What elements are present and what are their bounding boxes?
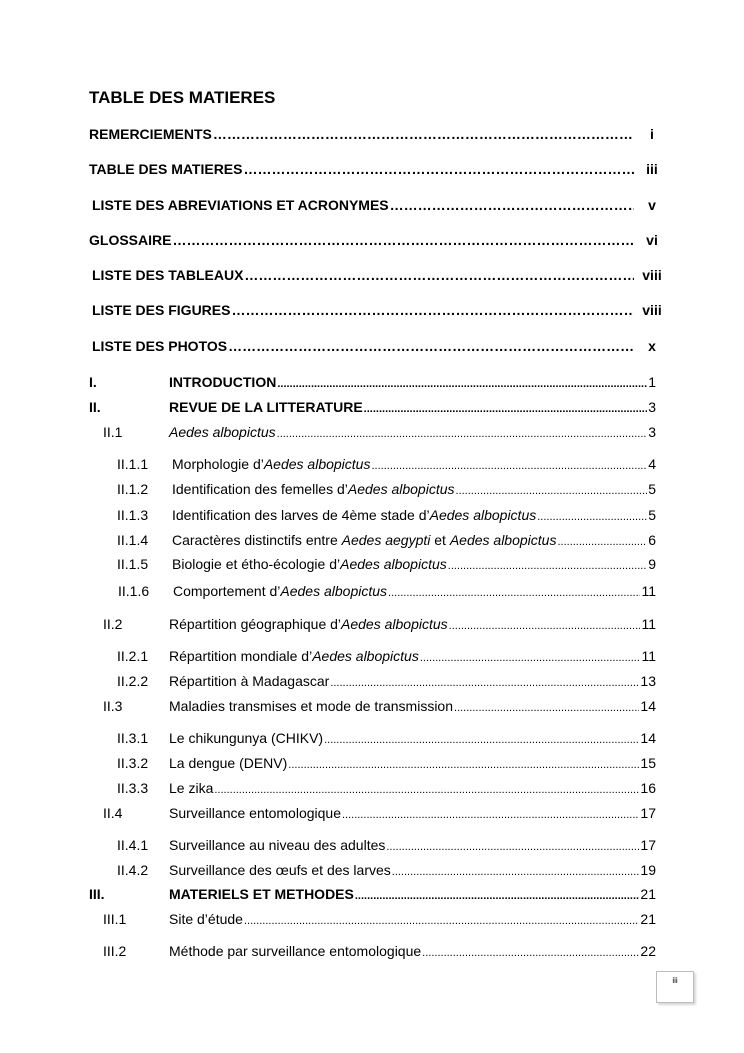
toc-entry[interactable] bbox=[89, 372, 656, 392]
species-name: Aedes albopictus bbox=[312, 648, 419, 664]
toc-page: 21 bbox=[640, 886, 656, 902]
toc-label: REVUE DE LA LITTERATURE bbox=[169, 399, 363, 415]
toc-number: II.1.4 bbox=[117, 532, 149, 548]
toc-page: 16 bbox=[640, 780, 656, 796]
dot-leader bbox=[422, 943, 639, 963]
toc-entry[interactable] bbox=[89, 397, 656, 417]
dot-leader bbox=[324, 730, 639, 750]
toc-number: II.1 bbox=[103, 424, 123, 440]
toc-entry[interactable] bbox=[117, 728, 656, 748]
toc-label bbox=[169, 422, 276, 442]
toc-number: II.1.1 bbox=[117, 456, 149, 472]
species-name: Aedes aegypti bbox=[341, 532, 431, 548]
dot-leader bbox=[277, 424, 648, 444]
species-name: Aedes albopictus bbox=[169, 424, 276, 440]
toc-label: Site d’étude bbox=[169, 911, 243, 927]
dot-leader bbox=[449, 616, 641, 636]
toc-page: 3 bbox=[648, 424, 656, 440]
species-name: Aedes albopictus bbox=[263, 456, 371, 472]
toc-number: II.2 bbox=[103, 616, 123, 632]
toc-page: 4 bbox=[648, 456, 656, 472]
toc-page: x bbox=[648, 338, 656, 354]
page-number: iii bbox=[672, 976, 678, 985]
species-name: Aedes albopictus bbox=[280, 583, 388, 599]
dot-leader bbox=[454, 698, 639, 718]
toc-number: II.1.2 bbox=[117, 481, 149, 497]
dot-leader bbox=[388, 583, 640, 603]
page-number-box bbox=[656, 971, 694, 1003]
toc-number: II.2.2 bbox=[117, 673, 149, 689]
toc-page: 6 bbox=[648, 532, 656, 548]
dot-leader bbox=[386, 837, 639, 857]
dot-leader bbox=[557, 532, 647, 552]
toc-number: II.4 bbox=[103, 805, 123, 821]
dot-leader bbox=[342, 805, 639, 825]
toc-entry[interactable] bbox=[117, 671, 656, 691]
toc-label: LISTE DES ABREVIATIONS ET ACRONYMES bbox=[92, 197, 389, 213]
toc-entry[interactable] bbox=[103, 909, 656, 929]
dot-leader bbox=[228, 336, 634, 356]
toc-label: Le chikungunya (CHIKV) bbox=[169, 730, 324, 746]
toc-label: Le zika bbox=[169, 780, 214, 796]
dot-leader bbox=[214, 780, 639, 800]
toc-page: 21 bbox=[640, 911, 656, 927]
toc-label: GLOSSAIRE bbox=[89, 232, 172, 248]
toc-label: LISTE DES TABLEAUX bbox=[92, 267, 244, 283]
toc-label: Surveillance entomologique bbox=[169, 805, 341, 821]
toc-entry[interactable] bbox=[117, 778, 656, 798]
toc-entry[interactable] bbox=[117, 835, 656, 855]
toc-label: INTRODUCTION bbox=[169, 374, 277, 390]
toc-entry[interactable] bbox=[117, 753, 656, 773]
toc-page: 19 bbox=[640, 862, 656, 878]
toc-front-row[interactable] bbox=[92, 336, 669, 356]
toc-page: 17 bbox=[640, 837, 656, 853]
toc-entry[interactable] bbox=[103, 614, 656, 634]
toc-label: REMERCIEMENTS bbox=[89, 126, 212, 142]
toc-page: vi bbox=[646, 232, 658, 248]
toc-number: II.1.5 bbox=[117, 556, 149, 572]
toc-entry[interactable] bbox=[117, 530, 656, 550]
toc-page: 5 bbox=[648, 481, 656, 497]
toc-number: II. bbox=[89, 399, 101, 415]
dot-leader bbox=[390, 195, 634, 215]
toc-number: III. bbox=[89, 886, 105, 902]
toc-number: III.1 bbox=[103, 911, 127, 927]
toc-label: Surveillance des œufs et des larves bbox=[169, 862, 391, 878]
toc-page: 9 bbox=[648, 556, 656, 572]
toc-number: II.3.1 bbox=[117, 730, 149, 746]
toc-front-row[interactable] bbox=[92, 300, 669, 320]
toc-entry[interactable] bbox=[117, 646, 656, 666]
toc-label: Biologie et étho-écologie d’Aedes albopictus bbox=[172, 556, 447, 572]
toc-label: Caractères distinctifs entre Aedes aegypti et Aedes albopictus bbox=[172, 532, 557, 548]
dot-leader bbox=[330, 673, 639, 693]
toc-page: 14 bbox=[640, 698, 656, 714]
toc-number: II.2.1 bbox=[117, 648, 149, 664]
toc-front-row[interactable] bbox=[92, 195, 669, 215]
toc-label: TABLE DES MATIERES bbox=[89, 161, 243, 177]
toc-label: Répartition géographique d’Aedes albopictus bbox=[169, 616, 448, 632]
toc-label: LISTE DES PHOTOS bbox=[92, 338, 228, 354]
toc-page: 11 bbox=[641, 648, 656, 664]
page-title: TABLE DES MATIERES bbox=[89, 88, 276, 107]
toc-label: Méthode par surveillance entomologique bbox=[169, 943, 422, 959]
toc-number: II.4.2 bbox=[117, 862, 149, 878]
toc-front-row[interactable] bbox=[89, 124, 669, 144]
toc-label: Maladies transmises et mode de transmission bbox=[169, 698, 454, 714]
toc-entry[interactable] bbox=[117, 505, 656, 525]
species-name: Aedes albopictus bbox=[449, 532, 557, 548]
toc-page: viii bbox=[642, 267, 662, 283]
species-name: Aedes albopictus bbox=[340, 556, 447, 572]
toc-label: Surveillance au niveau des adultes bbox=[169, 837, 386, 853]
toc-label: Répartition à Madagascar bbox=[169, 673, 330, 689]
toc-number: II.3 bbox=[103, 698, 123, 714]
toc-page: v bbox=[648, 197, 656, 213]
dot-leader bbox=[420, 648, 641, 668]
dot-leader bbox=[244, 911, 639, 931]
toc-entry[interactable] bbox=[103, 803, 656, 823]
toc-page: 22 bbox=[640, 943, 656, 959]
dot-leader bbox=[392, 862, 640, 882]
toc-page: 11 bbox=[641, 583, 656, 599]
toc-page: 15 bbox=[640, 755, 656, 771]
toc-page: viii bbox=[642, 302, 662, 318]
toc-page: 3 bbox=[648, 399, 656, 415]
species-name: Aedes albopictus bbox=[429, 507, 537, 523]
dot-leader bbox=[213, 124, 634, 144]
toc-entry[interactable] bbox=[118, 581, 656, 601]
dot-leader bbox=[288, 755, 639, 775]
toc-page: 13 bbox=[640, 673, 656, 689]
dot-leader bbox=[244, 159, 635, 179]
toc-label: Identification des femelles d’Aedes albopictus bbox=[172, 481, 455, 497]
toc-entry[interactable] bbox=[103, 422, 656, 442]
toc-label: Morphologie d’Aedes albopictus bbox=[172, 456, 371, 472]
dot-leader bbox=[364, 399, 648, 419]
species-name: Aedes albopictus bbox=[347, 481, 455, 497]
dot-leader bbox=[371, 456, 647, 476]
species-name: Aedes albopictus bbox=[341, 616, 448, 632]
toc-front-row[interactable] bbox=[92, 265, 669, 285]
toc-page: 17 bbox=[640, 805, 656, 821]
toc-page: 5 bbox=[648, 507, 656, 523]
toc-label: Répartition mondiale d’Aedes albopictus bbox=[169, 648, 419, 664]
toc-entry[interactable] bbox=[103, 941, 656, 961]
toc-number: II.1.3 bbox=[117, 507, 149, 523]
toc-number: II.3.2 bbox=[117, 755, 149, 771]
toc-number: II.4.1 bbox=[117, 837, 149, 853]
toc-page: i bbox=[650, 126, 654, 142]
toc-number: II.3.3 bbox=[117, 780, 149, 796]
dot-leader bbox=[244, 265, 634, 285]
toc-page: 14 bbox=[640, 730, 656, 746]
toc-entry[interactable] bbox=[117, 554, 656, 574]
toc-number: I. bbox=[89, 374, 97, 390]
toc-label: Identification des larves de 4ème stade d’Aedes albopictus bbox=[172, 507, 537, 523]
dot-leader bbox=[537, 507, 647, 527]
toc-number: II.1.6 bbox=[118, 583, 150, 599]
toc-label: La dengue (DENV) bbox=[169, 755, 288, 771]
dot-leader bbox=[456, 481, 648, 501]
toc-page: 1 bbox=[648, 374, 656, 390]
toc-label: LISTE DES FIGURES bbox=[92, 302, 231, 318]
toc-label: Comportement d’Aedes albopictus bbox=[173, 583, 388, 599]
dot-leader bbox=[355, 886, 640, 906]
toc-entry[interactable] bbox=[117, 454, 656, 474]
toc-number: III.2 bbox=[103, 943, 127, 959]
toc-entry[interactable] bbox=[117, 479, 656, 499]
dot-leader bbox=[231, 300, 634, 320]
toc-front-row[interactable] bbox=[89, 230, 669, 250]
toc-entry[interactable] bbox=[117, 860, 656, 880]
toc-page: 11 bbox=[641, 616, 656, 632]
toc-page: iii bbox=[646, 161, 658, 177]
toc-front-row[interactable] bbox=[89, 159, 669, 179]
toc-entry[interactable] bbox=[103, 696, 656, 716]
dot-leader bbox=[172, 230, 634, 250]
toc-label: MATERIELS ET METHODES bbox=[169, 886, 354, 902]
dot-leader bbox=[277, 374, 647, 394]
toc-entry[interactable] bbox=[89, 884, 656, 904]
dot-leader bbox=[448, 556, 647, 576]
